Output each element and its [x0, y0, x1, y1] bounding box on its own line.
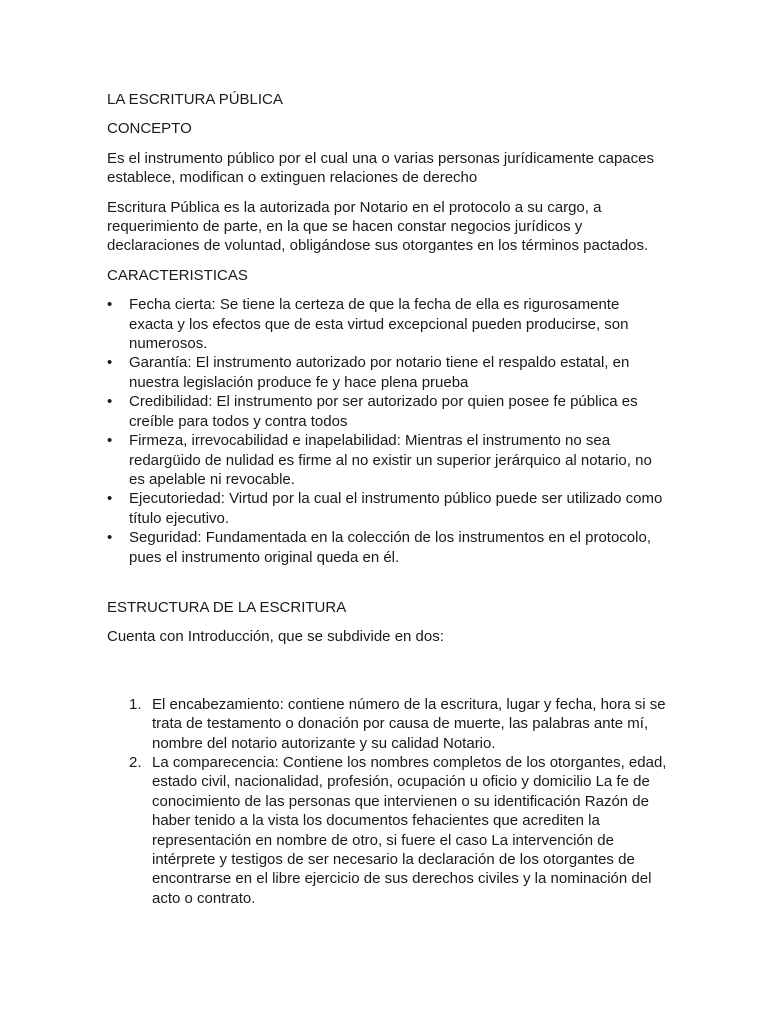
item-number: 2.	[129, 753, 142, 771]
bullet-icon: •	[107, 296, 113, 314]
estructura-heading: ESTRUCTURA DE LA ESCRITURA	[107, 598, 347, 616]
caracteristica-text: Garantía: El instrumento autorizado por notario tiene el respaldo estatal, en nuestra legislación produce fe y hace plena prueba	[129, 354, 630, 391]
caracteristica-text: Credibilidad: El instrumento por ser autorizado por quien posee fe pública es creíble para todos y contra todos	[129, 393, 638, 430]
item-number: 1.	[129, 695, 142, 713]
bullet-icon: •	[107, 432, 113, 450]
document-title: LA ESCRITURA PÚBLICA	[107, 91, 283, 108]
estructura-item	[107, 695, 667, 753]
concepto-paragraph: Es el instrumento público por el cual una o varias personas jurídicamente capaces establece, modifican o extinguen relaciones de derecho	[107, 149, 654, 187]
caracteristica-item	[107, 353, 667, 392]
estructura-item	[107, 753, 667, 908]
caracteristica-text: Ejecutoriedad: Virtud por la cual el instrumento público puede ser utilizado como título ejecutivo.	[129, 490, 663, 527]
caracteristica-text: Firmeza, irrevocabilidad e inapelabilidad: Mientras el instrumento no sea redargüido de nulidad es firme al no existir un superior jerárquico al notario, no es apelable ni revocable.	[129, 432, 652, 488]
bullet-icon: •	[107, 529, 113, 547]
estructura-item-text: El encabezamiento: contiene número de la escritura, lugar y fecha, hora si se trata de testamento o donación por causa de muerte, las palabras ante mí, nombre del notario autorizante y su calidad Notario.	[152, 695, 666, 752]
caracteristica-text: Fecha cierta: Se tiene la certeza de que la fecha de ella es rigurosamente exacta y los efectos que de esta virtud excepcional pueden producirse, son numerosos.	[129, 296, 629, 353]
caracteristica-item	[107, 528, 667, 567]
caracteristica-item	[107, 431, 667, 489]
estructura-item-text: La comparecencia: Contiene los nombres completos de los otorgantes, edad, estado civil, nacionalidad, profesión, ocupación u oficio y domicilio La fe de conocimiento de las personas que intervienen o su identificación Razón de haber tenido a la vista los documentos fehacientes que acrediten la representación en nombre de otro, si fuere el caso La intervención de intérprete y testigos de ser necesario la declaración de los otorgantes de encontrarse en el libre ejercicio de sus derechos civiles y la nominación del acto o contrato.	[152, 753, 667, 907]
caracteristica-item	[107, 489, 667, 528]
document-page	[107, 90, 667, 908]
concepto-heading: CONCEPTO	[107, 120, 192, 138]
bullet-icon: •	[107, 393, 113, 411]
caracteristicas-list	[107, 295, 667, 567]
caracteristica-item	[107, 392, 667, 431]
estructura-intro: Cuenta con Introducción, que se subdivide en dos:	[107, 628, 444, 646]
bullet-icon: •	[107, 490, 113, 508]
spacer	[107, 657, 667, 695]
caracteristica-text: Seguridad: Fundamentada en la colección de los instrumentos en el protocolo, pues el instrumento original queda en él.	[129, 529, 651, 566]
caracteristica-item	[107, 295, 667, 353]
caracteristicas-heading: CARACTERISTICAS	[107, 266, 248, 284]
concepto-paragraph: Escritura Pública es la autorizada por Notario en el protocolo a su cargo, a requerimiento de parte, en la que se hacen constar negocios jurídicos y declaraciones de voluntad, obligándose sus otorgantes en los términos pactados.	[107, 198, 649, 255]
bullet-icon: •	[107, 354, 113, 372]
estructura-list	[107, 695, 667, 908]
spacer	[107, 567, 667, 598]
